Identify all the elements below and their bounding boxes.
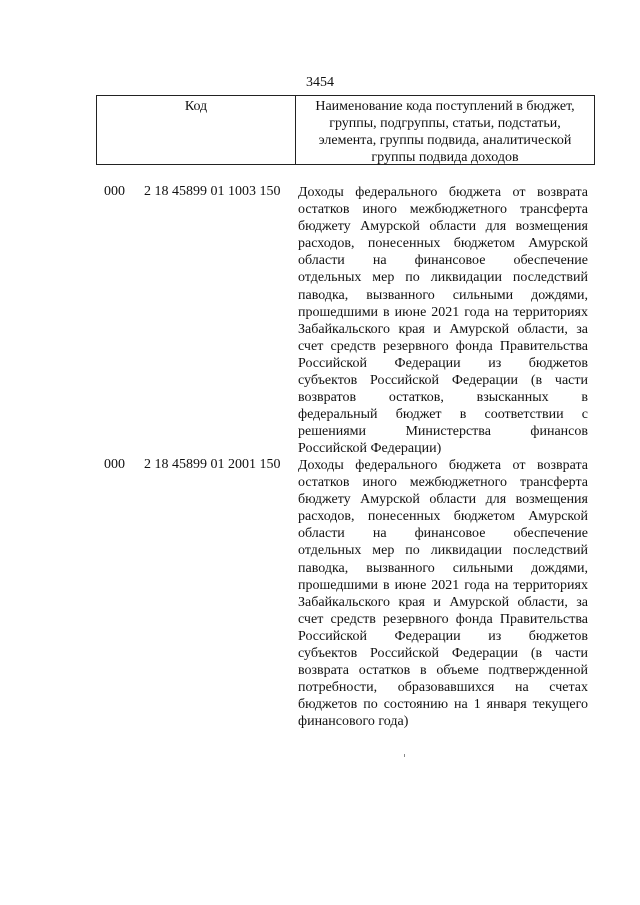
description-line: счет средств резервного фонда Правительства [298,338,588,354]
admin-code: 000 [104,457,125,472]
revenue-code: 2 18 45899 01 1003 150 [144,184,281,199]
description-line: бюджетов по состоянию на 1 января текущего [298,697,588,713]
description-line: Российской Федерации из бюджетов [298,628,588,644]
description-line: бюджету Амурской области для возмещения [298,492,588,508]
description-line: области на финансовое обеспечение [298,253,588,269]
description-line: паводка, вызванного сильными дождями, [298,560,588,576]
description-line: возврата остатков в объеме подтвержденной [298,663,588,679]
description-line: Доходы федерального бюджета от возврата [298,185,588,200]
description-line: отдельных мер по ликвидации последствий [298,270,588,286]
header-name-label: Наименование кода поступлений в бюджет, группы, подгруппы, статьи, подстатьи, элемента, группы подвида, аналитической группы подвида доходов [315,99,575,165]
description-line: потребности, образовавшихся на счетах [298,680,588,696]
header-code-label: Код [97,96,296,164]
description-line: прошедшими в июне 2021 года на территориях [298,304,588,320]
description-line: федеральный бюджет в соответствии с [298,407,588,423]
description-line: паводка, вызванного сильными дождями, [298,287,588,303]
description-line: Забайкальского края и Амурской области, за [298,594,588,610]
description-line: субъектов Российской Федерации (в части [298,373,588,389]
description-line: возвратов остатков, взысканных в [298,390,588,406]
table-header [96,95,595,165]
revenue-description [298,184,588,458]
description-line: финансового года) [298,714,409,730]
description-line: решениями Министерства финансов [298,424,588,440]
description-line: счет средств резервного фонда Правительства [298,611,588,627]
revenue-code: 2 18 45899 01 2001 150 [144,457,281,472]
page-number: 3454 [306,75,334,90]
description-line: Российской Федерации) [298,441,442,457]
description-line: Доходы федерального бюджета от возврата [298,458,588,473]
description-line: субъектов Российской Федерации (в части [298,646,588,662]
description-line: бюджету Амурской области для возмещения [298,219,588,235]
description-line: остатков иного межбюджетного трансферта [298,202,588,218]
description-line: расходов, понесенных бюджетом Амурской [298,236,588,252]
description-line: Российской Федерации из бюджетов [298,355,588,371]
description-line: области на финансовое обеспечение [298,526,588,542]
description-line: отдельных мер по ликвидации последствий [298,543,588,559]
revenue-description [298,457,588,731]
description-line: расходов, понесенных бюджетом Амурской [298,509,588,525]
scan-mark [404,754,405,757]
description-line: Забайкальского края и Амурской области, за [298,321,588,337]
admin-code: 000 [104,184,125,199]
description-line: остатков иного межбюджетного трансферта [298,475,588,491]
description-line: прошедшими в июне 2021 года на территориях [298,577,588,593]
